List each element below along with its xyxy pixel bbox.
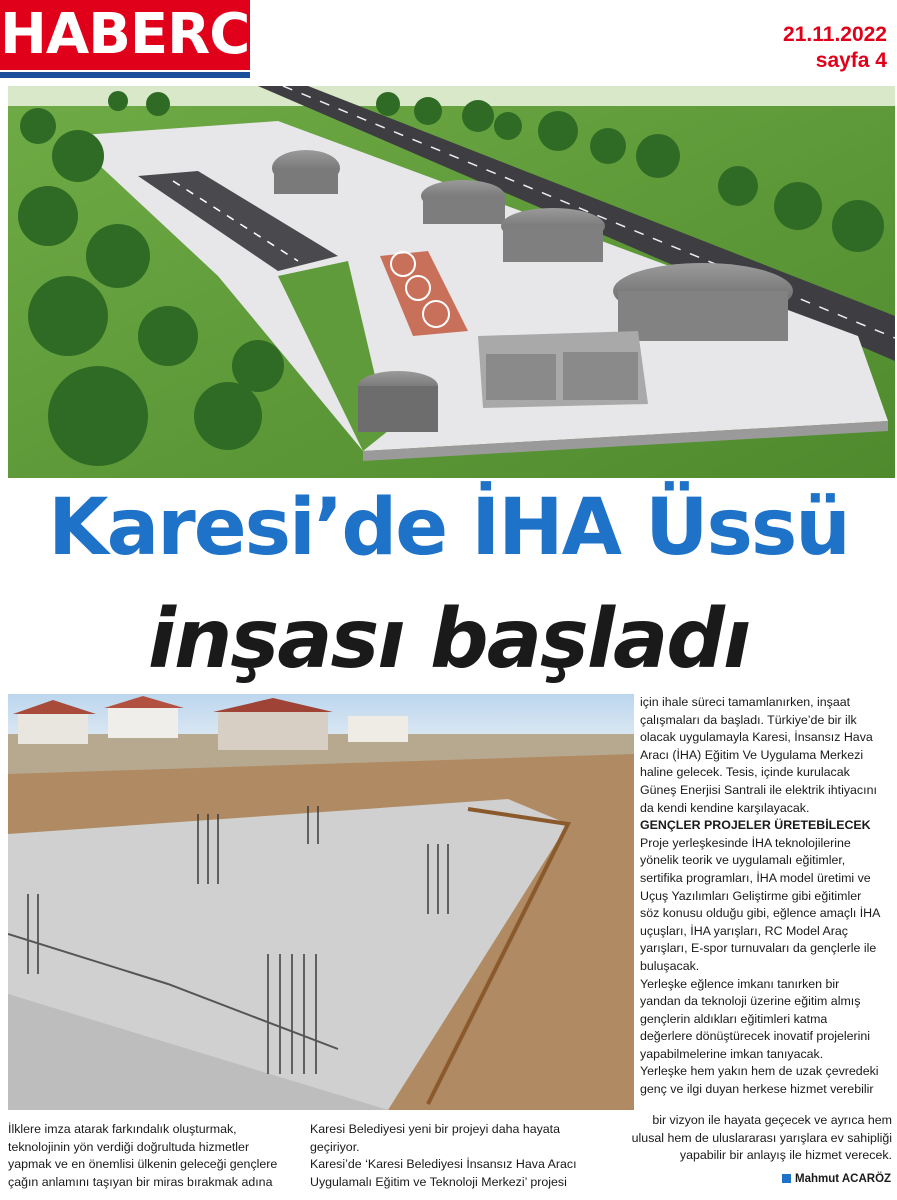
body-line: yarışları, E-spor turnuvaları da gençlerle ile (640, 941, 877, 956)
body-line: yapmak ve en önemlisi ülkenin geleceği gençlere (8, 1157, 278, 1172)
author-byline (782, 1173, 891, 1185)
logo-strip (0, 72, 250, 78)
body-line: Yerleşke eğlence imkanı tanırken bir (640, 976, 840, 991)
body-line: çağın anlamını taşıyan bir miras bırakmak adına (8, 1174, 273, 1189)
issue-date: 21.11.2022 (783, 23, 887, 46)
body-line: yapabilmelerine imkan tanıyacak. (640, 1046, 824, 1061)
body-line: Karesi Belediyesi yeni bir projeyi daha hayata (310, 1122, 561, 1136)
body-line: Güneş Enerjisi Santrali ile elektrik ihtiyacını (640, 782, 877, 797)
date-block (783, 22, 887, 74)
body-line: olacak uygulamayla Karesi, İnsansız Hava (640, 730, 873, 745)
article-bottom-left-column (8, 1121, 292, 1191)
construction-photo-image (8, 694, 634, 1110)
body-line: ulusal hem de uluslararası yarışlara ev sahipliği (631, 1130, 892, 1145)
body-line: yönelik teorik ve uygulamalı eğitimler, (640, 853, 846, 868)
body-line: değerlere dönüştürecek inovatif projelerini (640, 1029, 871, 1044)
body-line: teknolojinin yön verdiği doğrultuda hizmetler (8, 1139, 250, 1154)
body-line: Uygulamalı Eğitim ve Teknoloji Merkezi’ projesi (310, 1174, 567, 1189)
article-tail (598, 1112, 892, 1165)
body-line: Karesi’de ‘Karesi Belediyesi İnsansız Hava Aracı (310, 1157, 577, 1172)
hero-illustration (8, 86, 895, 478)
masthead (0, 0, 270, 84)
hero-rendering-image (8, 86, 895, 478)
headline-line-2: inşası başladı (147, 592, 750, 687)
body-line: genç ve ilgi duyan herkese hizmet verebilir (640, 1082, 874, 1097)
author-name: Mahmut ACARÖZ (795, 1173, 892, 1185)
construction-illustration (8, 694, 634, 1110)
body-line: gençlerin aldıkları eğitimleri katma (640, 1011, 828, 1026)
body-line: sertifika programları, İHA model üretimi ve (640, 870, 871, 885)
body-line: bir vizyon ile hayata geçecek ve ayrıca hem (652, 1113, 892, 1127)
body-line: Uçuş Yazılımları Geliştirme gibi eğitimler (640, 888, 862, 903)
body-line: da kendi kendine karşılayacak. (640, 800, 810, 815)
logo-text: HABERCİ (0, 2, 270, 67)
body-line: buluşacak. (640, 958, 700, 973)
body-line: haline gelecek. Tesis, içinde kurulacak (640, 765, 850, 780)
body-line: çalışmaları da başladı. Türkiye’de bir ilk (640, 712, 857, 727)
body-line: uçuşları, İHA yarışları, RC Model Araç (640, 923, 848, 938)
body-line: için ihale süreci tamamlanırken, inşaat (640, 695, 851, 709)
body-line: Proje yerleşkesinde İHA teknolojilerine (640, 835, 851, 850)
body-line: geçiriyor. (310, 1139, 360, 1154)
body-line: söz konusu olduğu gibi, eğlence amaçlı İHA (640, 906, 881, 921)
article-bottom-middle-column (310, 1121, 594, 1191)
body-line: İlklere imza atarak farkındalık oluşturmak, (8, 1122, 237, 1136)
body-line: yapabilir bir anlayış ile hizmet verecek. (679, 1148, 892, 1163)
headline-line-1: Karesi’de İHA Üssü (48, 483, 849, 573)
article-right-column (640, 694, 892, 1099)
body-line: yandan da teknoloji üzerine eğitim almış (640, 994, 861, 1009)
body-line: Aracı (İHA) Eğitim Ve Uygulama Merkezi (640, 747, 864, 762)
body-line: Yerleşke hem yakın hem de uzak çevredeki (640, 1064, 879, 1079)
page-number: sayfa 4 (815, 49, 887, 72)
section-subhead: GENÇLER PROJELER ÜRETEBİLECEK (640, 818, 871, 833)
square-bullet-icon (782, 1174, 791, 1183)
